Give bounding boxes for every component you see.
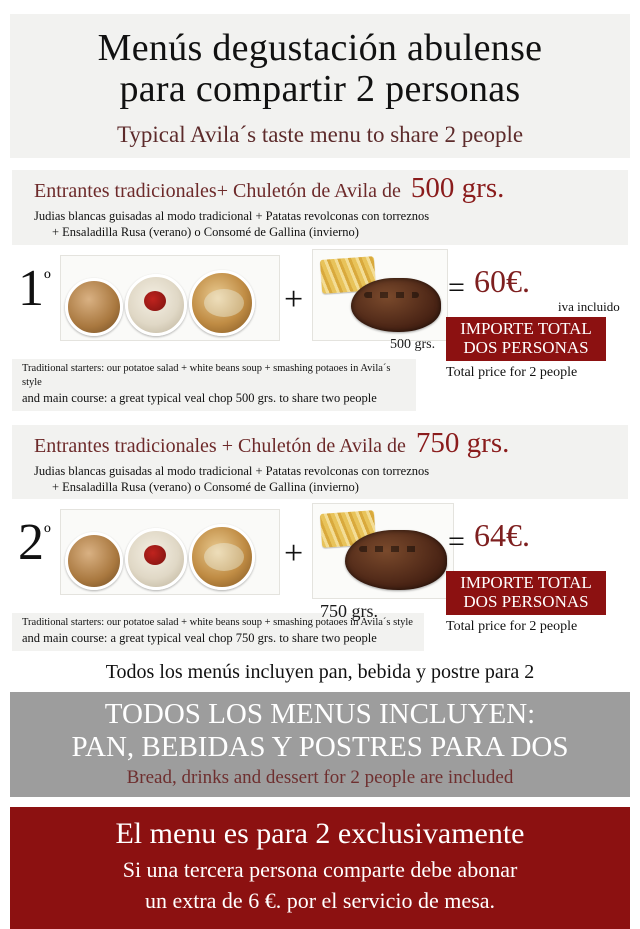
menu-2-total-subtitle: Total price for 2 people [446,619,578,635]
bowl-bread-icon [65,532,123,590]
bowl-beans-icon [189,270,255,336]
red-banner-line2: Si una tercera persona comparte debe abonar [122,856,518,882]
menu-1-total-subtitle: Total price for 2 people [446,364,578,380]
menu-2-starters-photo [60,509,280,595]
bowl-bread-icon [65,278,123,336]
menu-2-plus-symbol: + [284,535,304,573]
menu-1-iva-note: iva incluido [558,298,620,314]
menu-1-title-row [12,170,628,207]
menu-1-equals-symbol: = [448,270,465,304]
menu-1-total-line1: IMPORTE TOTAL [460,318,592,338]
menu-2-title: Entrantes tradicionales + Chuletón de Avila de [34,434,406,457]
menu-1-price: 60€. [474,262,530,299]
menu-2-equals-symbol: = [448,525,465,559]
menu-2-weight: 750 grs. [415,426,510,459]
menu-2-total-line2: DOS PERSONAS [463,592,589,612]
menu-2-number-value: 2 [18,514,44,572]
page-title-line2: para compartir 2 personas [119,68,521,111]
gray-banner-line2: PAN, BEBIDAS Y POSTRES PARA DOS [71,730,569,763]
menu-1-desc-line1: Judias blancas guisadas al modo tradicional + Patatas revolconas con torreznos [34,209,430,224]
menu-1-caption-line2: and main course: a great typical veal chop 500 grs. to share two people [22,390,377,405]
menu-1-caption [12,359,416,411]
menu-1-total-box [446,317,606,361]
menu-1-starters-photo [60,255,280,341]
includes-note: Todos los menús incluyen pan, bebida y postre para 2 [105,661,535,684]
menu-1-ordinal: º [44,266,51,292]
menu-1-desc-line2: + Ensaladilla Rusa (verano) o Consomé de Gallina (invierno) [52,225,359,240]
menu-2-title-row [12,425,628,462]
menu-1-main-photo [312,249,448,341]
menu-2-caption-line1: Traditional starters: our potatoe salad + white beans soup + smashing potaoes in Avila´s style [22,617,413,629]
menu-2-desc-line1: Judias blancas guisadas al modo tradicional + Patatas revolconas con torreznos [34,463,430,478]
gray-banner-line1: TODOS LOS MENUS INCLUYEN: [104,698,536,731]
menu-1-plate-grams: 500 grs. [390,336,436,352]
menu-1-plus-symbol: + [284,280,304,318]
steak-icon [351,278,441,332]
menu-1-total-line2: DOS PERSONAS [463,337,589,357]
page-title-line1: Menús degustación abulense [97,27,543,69]
red-banner [10,807,630,929]
menu-1-number [18,259,51,317]
bowl-potato-salad-icon [125,528,187,590]
menu-1-description [12,207,628,245]
bowl-potato-salad-icon [125,274,187,336]
menu-1-weight: 500 grs. [410,172,505,205]
menu-2-description [12,462,628,500]
bowl-beans-icon [189,524,255,590]
page-header [10,14,630,158]
menu-2-price: 64€. [474,517,530,554]
menu-2-desc-line2: + Ensaladilla Rusa (verano) o Consomé de Gallina (invierno) [52,480,359,495]
menu-2-plate-grams: 750 grs. [320,601,378,622]
gray-banner [10,692,630,797]
gray-banner-line3: Bread, drinks and dessert for 2 people are included [126,767,514,789]
menu-1-title: Entrantes tradicionales+ Chuletón de Avila de [34,180,401,203]
menu-1-number-value: 1 [18,259,44,317]
menu-2-main-photo [312,503,454,599]
steak-icon [345,530,447,590]
menu-block-2 [12,425,628,652]
menu-2-caption-line2: and main course: a great typical veal chop 750 grs. to share two people [22,631,377,646]
page-title [18,28,622,110]
menu-2-total-line1: IMPORTE TOTAL [460,573,592,593]
menu-block-1 [12,170,628,411]
menu-2-ordinal: º [44,520,51,546]
menu-2-total-box [446,571,606,615]
red-banner-line1: El menu es para 2 exclusivamente [115,817,525,851]
menu-2-number [18,514,51,572]
page-subtitle: Typical Avila´s taste menu to share 2 people [116,122,524,148]
menu-1-caption-line1: Traditional starters: our potatoe salad + white beans soup + smashing potaoes in Avila´s style [22,362,391,388]
red-banner-line3: un extra de 6 €. por el servicio de mesa. [144,888,496,914]
